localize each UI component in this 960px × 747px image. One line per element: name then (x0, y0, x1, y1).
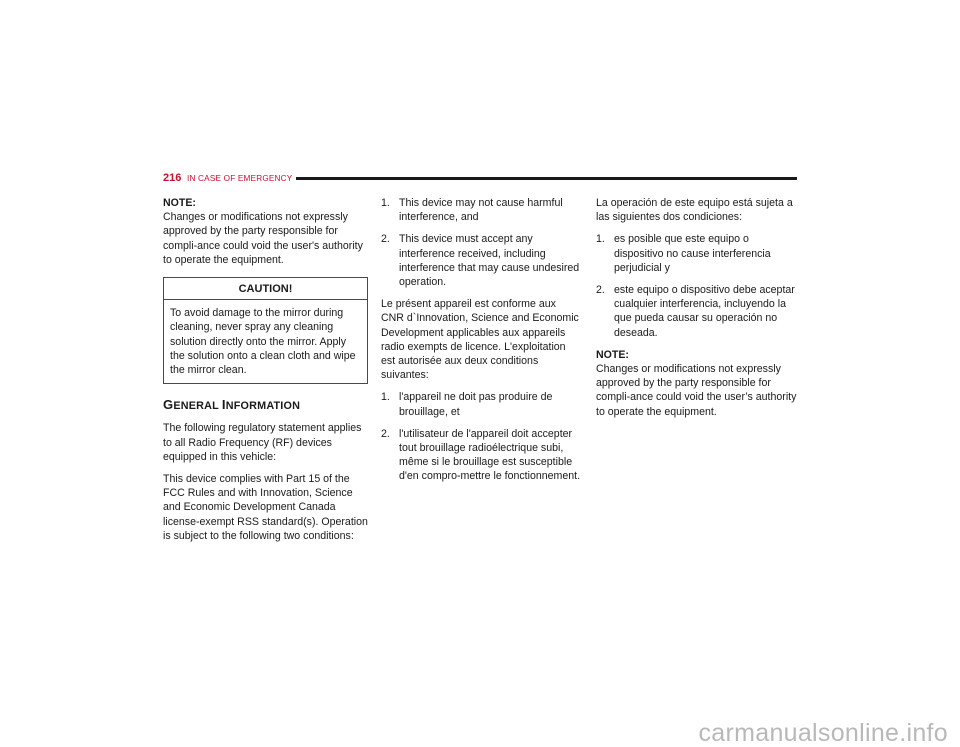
note-paragraph (596, 348, 800, 419)
list-number: 1. (381, 391, 390, 404)
note-label: NOTE: (163, 197, 196, 209)
list-text: este equipo o dispositivo debe aceptar cualquier interferencia, incluyendo la que pueda causar su operación no deseada. (614, 284, 795, 339)
paragraph-french: Le présent appareil est conforme aux CNR d`Innovation, Science and Economic Development applicables aux appareils radio exempts de licence. L'exploitation est autorisée aux deux conditions suivantes: (381, 298, 579, 382)
list-text: l'appareil ne doit pas produire de brouillage, et (399, 391, 553, 418)
column-middle (381, 196, 581, 492)
caution-title: CAUTION! (164, 278, 367, 300)
paragraph-rf-statement: The following regulatory statement applies to all Radio Frequency (RF) devices equipped in this vehicle: (163, 422, 362, 463)
list-number: 1. (381, 197, 390, 209)
list-text: This device may not cause harmful interference, and (399, 197, 563, 224)
list-text: This device must accept any interference received, including interference that may cause undesired operation. (399, 233, 580, 289)
conditions-list-es (596, 232, 800, 339)
column-right (596, 196, 800, 427)
heading-part: ENERAL (173, 400, 222, 413)
section-heading-general-information (163, 398, 368, 413)
note-paragraph (163, 196, 368, 267)
list-number: 1. (596, 233, 605, 246)
section-title: IN CASE OF EMERGENCY (187, 173, 293, 183)
page-header (163, 171, 797, 187)
heading-initial: G (163, 397, 174, 413)
watermark: carmanualsonline.info (698, 718, 948, 747)
conditions-list-fr (381, 390, 581, 483)
note-text: Changes or modifications not expressly approved by the party responsible for compli-ance could void the user's authority to operate the equipment. (163, 211, 363, 266)
list-item (596, 232, 800, 275)
list-number: 2. (381, 233, 390, 246)
list-item (381, 427, 581, 484)
list-item (596, 283, 800, 340)
conditions-list-en (381, 196, 581, 289)
note-text: Changes or modifications not expressly approved by the party responsible for compli-ance could void the user’s authority to operate the equipment. (596, 363, 797, 418)
paragraph-fcc-compliance: This device complies with Part 15 of the FCC Rules and with Innovation, Science and Economic Development Canada license-exempt RSS standard(s). Operation is subject to the following two conditions: (163, 473, 368, 542)
list-number: 2. (381, 427, 390, 440)
header-rule (296, 177, 797, 180)
list-number: 2. (596, 284, 605, 297)
page-number: 216 (163, 172, 182, 184)
column-left (163, 196, 368, 551)
list-item (381, 232, 581, 289)
caution-box (163, 277, 368, 384)
heading-initial: I (221, 397, 226, 413)
list-text: l'utilisateur de l'appareil doit accepter tout brouillage radioélectrique subi, même si le brouillage est susceptible d'en compro-mettre le fonctionnement. (399, 427, 581, 483)
list-text: es posible que este equipo o dispositivo no cause interferencia perjudicial y (614, 233, 771, 274)
list-item (381, 390, 581, 418)
heading-part: NFORMATION (225, 400, 301, 413)
paragraph-spanish: La operación de este equipo está sujeta a las siguientes dos condiciones: (596, 197, 793, 224)
list-item (381, 196, 581, 224)
note-label: NOTE: (596, 348, 629, 361)
caution-text: To avoid damage to the mirror during cleaning, never spray any cleaning solution directly onto the mirror. Apply the solution onto a clean cloth and wipe the mirror clean. (170, 307, 356, 377)
